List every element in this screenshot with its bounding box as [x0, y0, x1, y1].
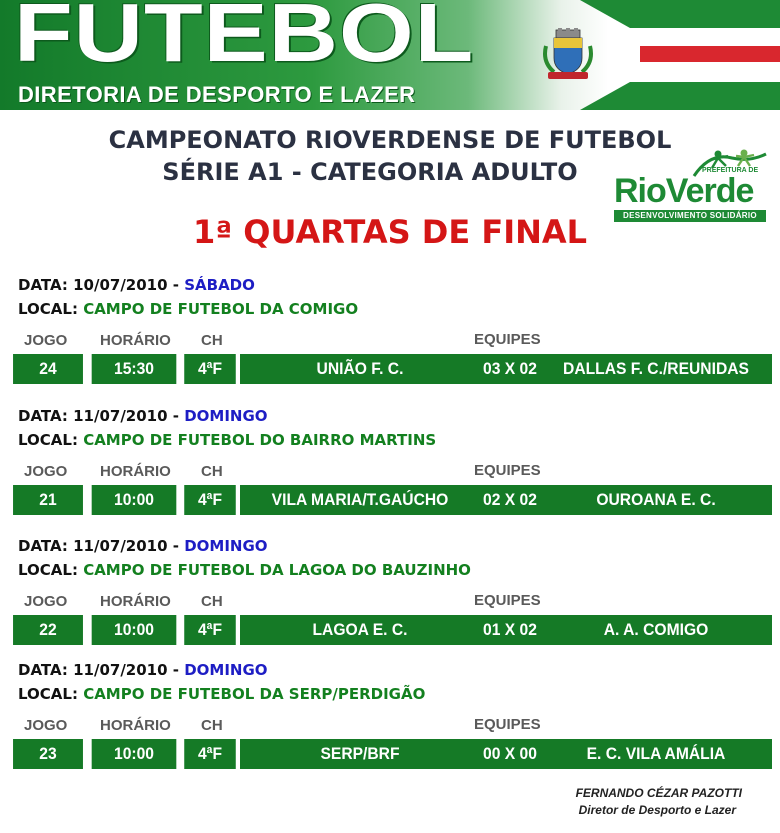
col-header-equipes: EQUIPES — [474, 592, 541, 609]
date-separator: - — [167, 276, 185, 294]
date-separator: - — [167, 407, 185, 425]
match-place: CAMPO DE FUTEBOL DA SERP/PERDIGÃO — [83, 685, 426, 703]
match-place: CAMPO DE FUTEBOL DA LAGOA DO BAUZINHO — [83, 561, 471, 579]
away-team: DALLAS F. C./REUNIDAS — [563, 359, 749, 378]
date-label: DATA: — [18, 661, 68, 679]
teams-cell — [240, 615, 772, 645]
game-number: 22 — [13, 615, 83, 645]
col-header-jogo: JOGO — [24, 463, 68, 480]
score: 02 X 02 — [483, 490, 537, 509]
col-header-ch: CH — [201, 593, 223, 610]
date-label: DATA: — [18, 537, 68, 555]
signature-name: FERNANDO CÉZAR PAZOTTI — [575, 786, 742, 800]
game-time: 10:00 — [92, 615, 177, 645]
col-header-equipes: EQUIPES — [474, 716, 541, 733]
col-header-jogo: JOGO — [24, 593, 68, 610]
banner-title: FUTEBOL — [14, 0, 475, 79]
game-ch: 4ªF — [184, 354, 236, 384]
date-separator: - — [167, 537, 185, 555]
logo-tagline: DESENVOLVIMENTO SOLIDÁRIO — [614, 210, 766, 222]
game-number: 24 — [13, 354, 83, 384]
match-date: 11/07/2010 — [73, 537, 168, 555]
rio-verde-logo — [610, 148, 770, 226]
col-header-ch: CH — [201, 332, 223, 349]
col-header-horario: HORÁRIO — [100, 332, 171, 349]
game-time: 15:30 — [92, 354, 177, 384]
logo-name: RioVerde — [614, 172, 754, 210]
home-team: LAGOA E. C. — [312, 620, 408, 639]
game-ch: 4ªF — [184, 485, 236, 515]
place-label: LOCAL: — [18, 300, 78, 318]
championship-series: SÉRIE A1 - CATEGORIA ADULTO — [162, 158, 578, 186]
match-place-line — [18, 561, 471, 579]
home-team: SERP/BRF — [320, 744, 400, 763]
teams-cell — [240, 485, 772, 515]
match-weekday: SÁBADO — [184, 276, 255, 294]
teams-cell — [240, 354, 772, 384]
phase-number: 1 — [192, 213, 216, 251]
col-header-horario: HORÁRIO — [100, 463, 171, 480]
match-date-line — [18, 407, 268, 425]
score: 00 X 00 — [483, 744, 537, 763]
game-number: 23 — [13, 739, 83, 769]
away-team: OUROANA E. C. — [596, 490, 716, 509]
match-place-line — [18, 300, 358, 318]
match-weekday: DOMINGO — [184, 537, 268, 555]
away-team: A. A. COMIGO — [603, 620, 709, 639]
signature-role: Diretor de Desporto e Lazer — [578, 803, 736, 817]
match-place: CAMPO DE FUTEBOL DO BAIRRO MARTINS — [83, 431, 437, 449]
municipal-crest-icon — [540, 28, 596, 82]
game-ch: 4ªF — [184, 739, 236, 769]
game-ch: 4ªF — [184, 615, 236, 645]
col-header-horario: HORÁRIO — [100, 717, 171, 734]
header-banner — [0, 0, 780, 110]
phase-label: QUARTAS DE FINAL — [232, 213, 588, 251]
col-header-jogo: JOGO — [24, 332, 68, 349]
away-team: E. C. VILA AMÁLIA — [586, 744, 726, 763]
match-date: 11/07/2010 — [73, 661, 168, 679]
place-label: LOCAL: — [18, 561, 78, 579]
col-header-horario: HORÁRIO — [100, 593, 171, 610]
banner-subtitle: DIRETORIA DE DESPORTO E LAZER — [18, 82, 416, 107]
match-date-line — [18, 276, 255, 294]
match-date-line — [18, 661, 268, 679]
game-time: 10:00 — [92, 739, 177, 769]
home-team: VILA MARIA/T.GAÚCHO — [271, 490, 449, 509]
col-header-jogo: JOGO — [24, 717, 68, 734]
game-time: 10:00 — [92, 485, 177, 515]
match-place: CAMPO DE FUTEBOL DA COMIGO — [83, 300, 359, 318]
match-date-line — [18, 537, 268, 555]
col-header-ch: CH — [201, 717, 223, 734]
teams-cell — [240, 739, 772, 769]
place-label: LOCAL: — [18, 431, 78, 449]
place-label: LOCAL: — [18, 685, 78, 703]
match-weekday: DOMINGO — [184, 661, 268, 679]
championship-title: CAMPEONATO RIOVERDENSE DE FUTEBOL — [108, 126, 672, 154]
col-header-equipes: EQUIPES — [474, 331, 541, 348]
match-place-line — [18, 431, 436, 449]
logo-prefix: PREFEITURA DE — [702, 167, 759, 174]
home-team: UNIÃO F. C. — [316, 359, 404, 378]
match-date: 10/07/2010 — [73, 276, 168, 294]
date-label: DATA: — [18, 407, 68, 425]
match-place-line — [18, 685, 425, 703]
game-number: 21 — [13, 485, 83, 515]
date-label: DATA: — [18, 276, 68, 294]
col-header-equipes: EQUIPES — [474, 462, 541, 479]
date-separator: - — [167, 661, 185, 679]
phase-ordinal: ª — [215, 216, 233, 251]
match-date: 11/07/2010 — [73, 407, 168, 425]
score: 01 X 02 — [483, 620, 537, 639]
col-header-ch: CH — [201, 463, 223, 480]
score: 03 X 02 — [483, 359, 537, 378]
match-weekday: DOMINGO — [184, 407, 268, 425]
